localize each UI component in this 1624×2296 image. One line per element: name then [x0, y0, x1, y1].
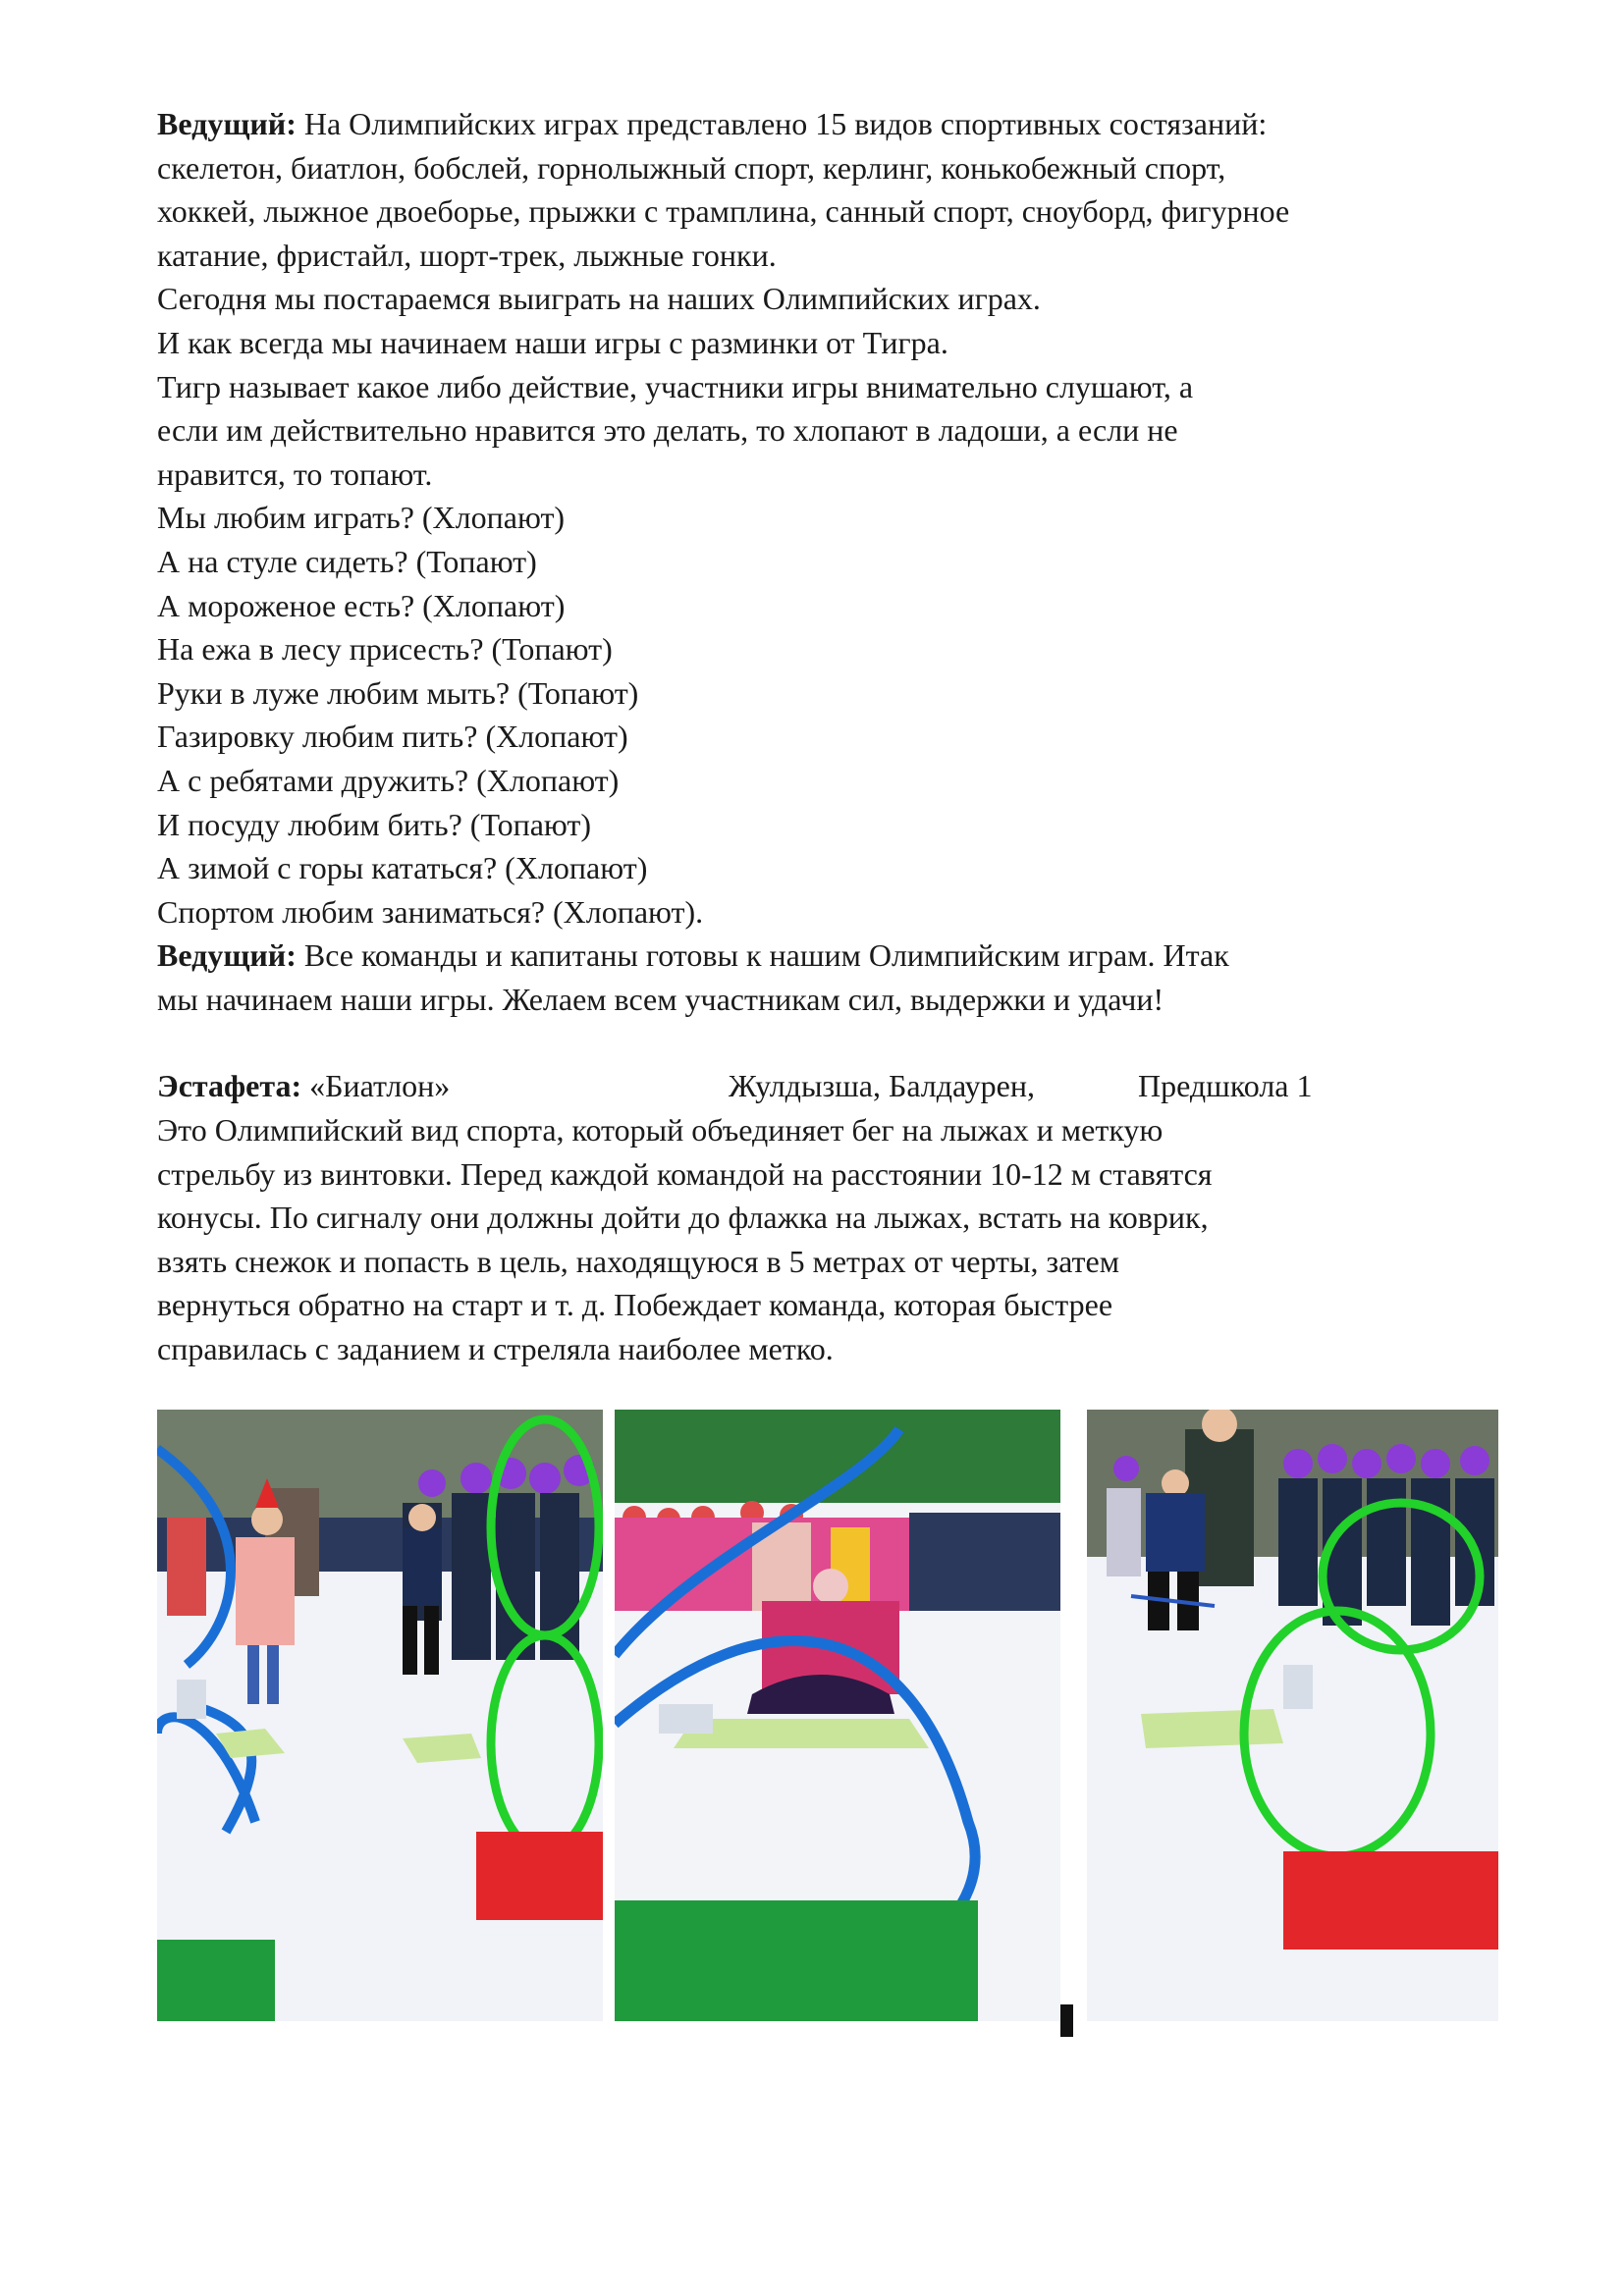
relay-title: «Биатлон» — [301, 1068, 451, 1104]
line-text: Руки в луже любим мыть? (Топают) — [157, 674, 639, 711]
line-text: Газировку любим пить? (Хлопают) — [157, 719, 628, 755]
line-text: Тигр называет какое либо действие, участники игры внимательно слушают, а — [157, 368, 1194, 404]
intro-line — [157, 146, 1551, 190]
line-text: катание, фристайл, шорт-трек, лыжные гонки. — [157, 237, 777, 273]
relay-line: стрельбу из винтовки. Перед каждой командой на расстоянии 10-12 м ставятся — [157, 1155, 1213, 1192]
intro-line — [157, 671, 1551, 716]
line-text: А на стуле сидеть? (Топают) — [157, 543, 537, 579]
line-text: На ежа в лесу присесть? (Топают) — [157, 631, 613, 667]
relay-label: Эстафета: — [157, 1068, 302, 1104]
intro-line — [157, 453, 1551, 497]
intro-line — [157, 496, 1551, 540]
intro-line — [157, 321, 1551, 365]
speaker-label: Ведущий: — [157, 106, 297, 141]
line-text: И как всегда мы начинаем наши игры с разминки от Тигра. — [157, 324, 948, 360]
paragraph-gap — [157, 1021, 1551, 1064]
relay-participants: Жулдызша, Балдаурен, — [729, 1068, 1035, 1104]
line-text: На Олимпийских играх представлено 15 видов спортивных состязаний: — [296, 106, 1268, 141]
line-text: А с ребятами дружить? (Хлопают) — [157, 762, 620, 798]
speaker-label: Ведущий: — [157, 937, 297, 974]
line-text: скелетон, биатлон, бобслей, горнолыжный спорт, керлинг, конькобежный спорт, — [157, 149, 1226, 186]
line-text: Спортом любим заниматься? (Хлопают). — [157, 893, 704, 930]
intro-line — [157, 978, 1551, 1022]
biathlon-photo-1 — [157, 1410, 603, 2021]
biathlon-photo-2 — [615, 1410, 1060, 2021]
line-text: мы начинаем наши игры. Желаем всем участникам сил, выдержки и удачи! — [157, 981, 1164, 1017]
intro-section — [157, 102, 1551, 1021]
intro-line — [157, 846, 1551, 890]
line-text: если им действительно нравится это делать, то хлопают в ладоши, а если не — [157, 412, 1178, 449]
line-text: нравится, то топают. — [157, 455, 433, 492]
line-text: Все команды и капитаны готовы к нашим Олимпийским играм. Итак — [296, 937, 1229, 974]
intro-line — [157, 627, 1551, 671]
intro-line — [157, 584, 1551, 628]
intro-line — [157, 234, 1551, 278]
line-text: А зимой с горы кататься? (Хлопают) — [157, 850, 648, 886]
intro-line — [157, 189, 1551, 234]
biathlon-photo-3 — [1087, 1410, 1498, 2021]
intro-line — [157, 540, 1551, 584]
intro-line — [157, 277, 1551, 321]
relay-line: Это Олимпийский вид спорта, который объединяет бег на лыжах и меткую — [157, 1112, 1164, 1148]
relay-line: справилась с заданием и стреляла наиболее метко. — [157, 1331, 834, 1367]
line-text: А мороженое есть? (Хлопают) — [157, 587, 566, 623]
intro-line — [157, 803, 1551, 847]
line-text: Мы любим играть? (Хлопают) — [157, 500, 566, 536]
line-text: хоккей, лыжное двоеборье, прыжки с трамплина, санный спорт, сноуборд, фигурное — [157, 193, 1290, 230]
relay-heading — [157, 1064, 1551, 1108]
relay-line: взять снежок и попасть в цель, находящуюся в 5 метрах от черты, затем — [157, 1243, 1119, 1279]
intro-line — [157, 934, 1551, 978]
intro-line — [157, 715, 1551, 759]
relay-line: конусы. По сигналу они должны дойти до флажка на лыжах, встать на коврик, — [157, 1200, 1209, 1236]
relay-description — [157, 1108, 1551, 1371]
line-text: И посуду любим бить? (Топают) — [157, 806, 592, 842]
intro-line — [157, 759, 1551, 803]
relay-group: Предшкола 1 — [1138, 1068, 1313, 1104]
intro-line — [157, 408, 1551, 453]
intro-line — [157, 365, 1551, 409]
line-text: Сегодня мы постараемся выиграть на наших Олимпийских играх. — [157, 281, 1041, 317]
document-body — [157, 102, 1551, 1371]
relay-line: вернуться обратно на старт и т. д. Побеждает команда, которая быстрее — [157, 1287, 1113, 1323]
intro-line — [157, 102, 1551, 146]
page-mark — [1060, 2004, 1073, 2037]
intro-line — [157, 890, 1551, 934]
